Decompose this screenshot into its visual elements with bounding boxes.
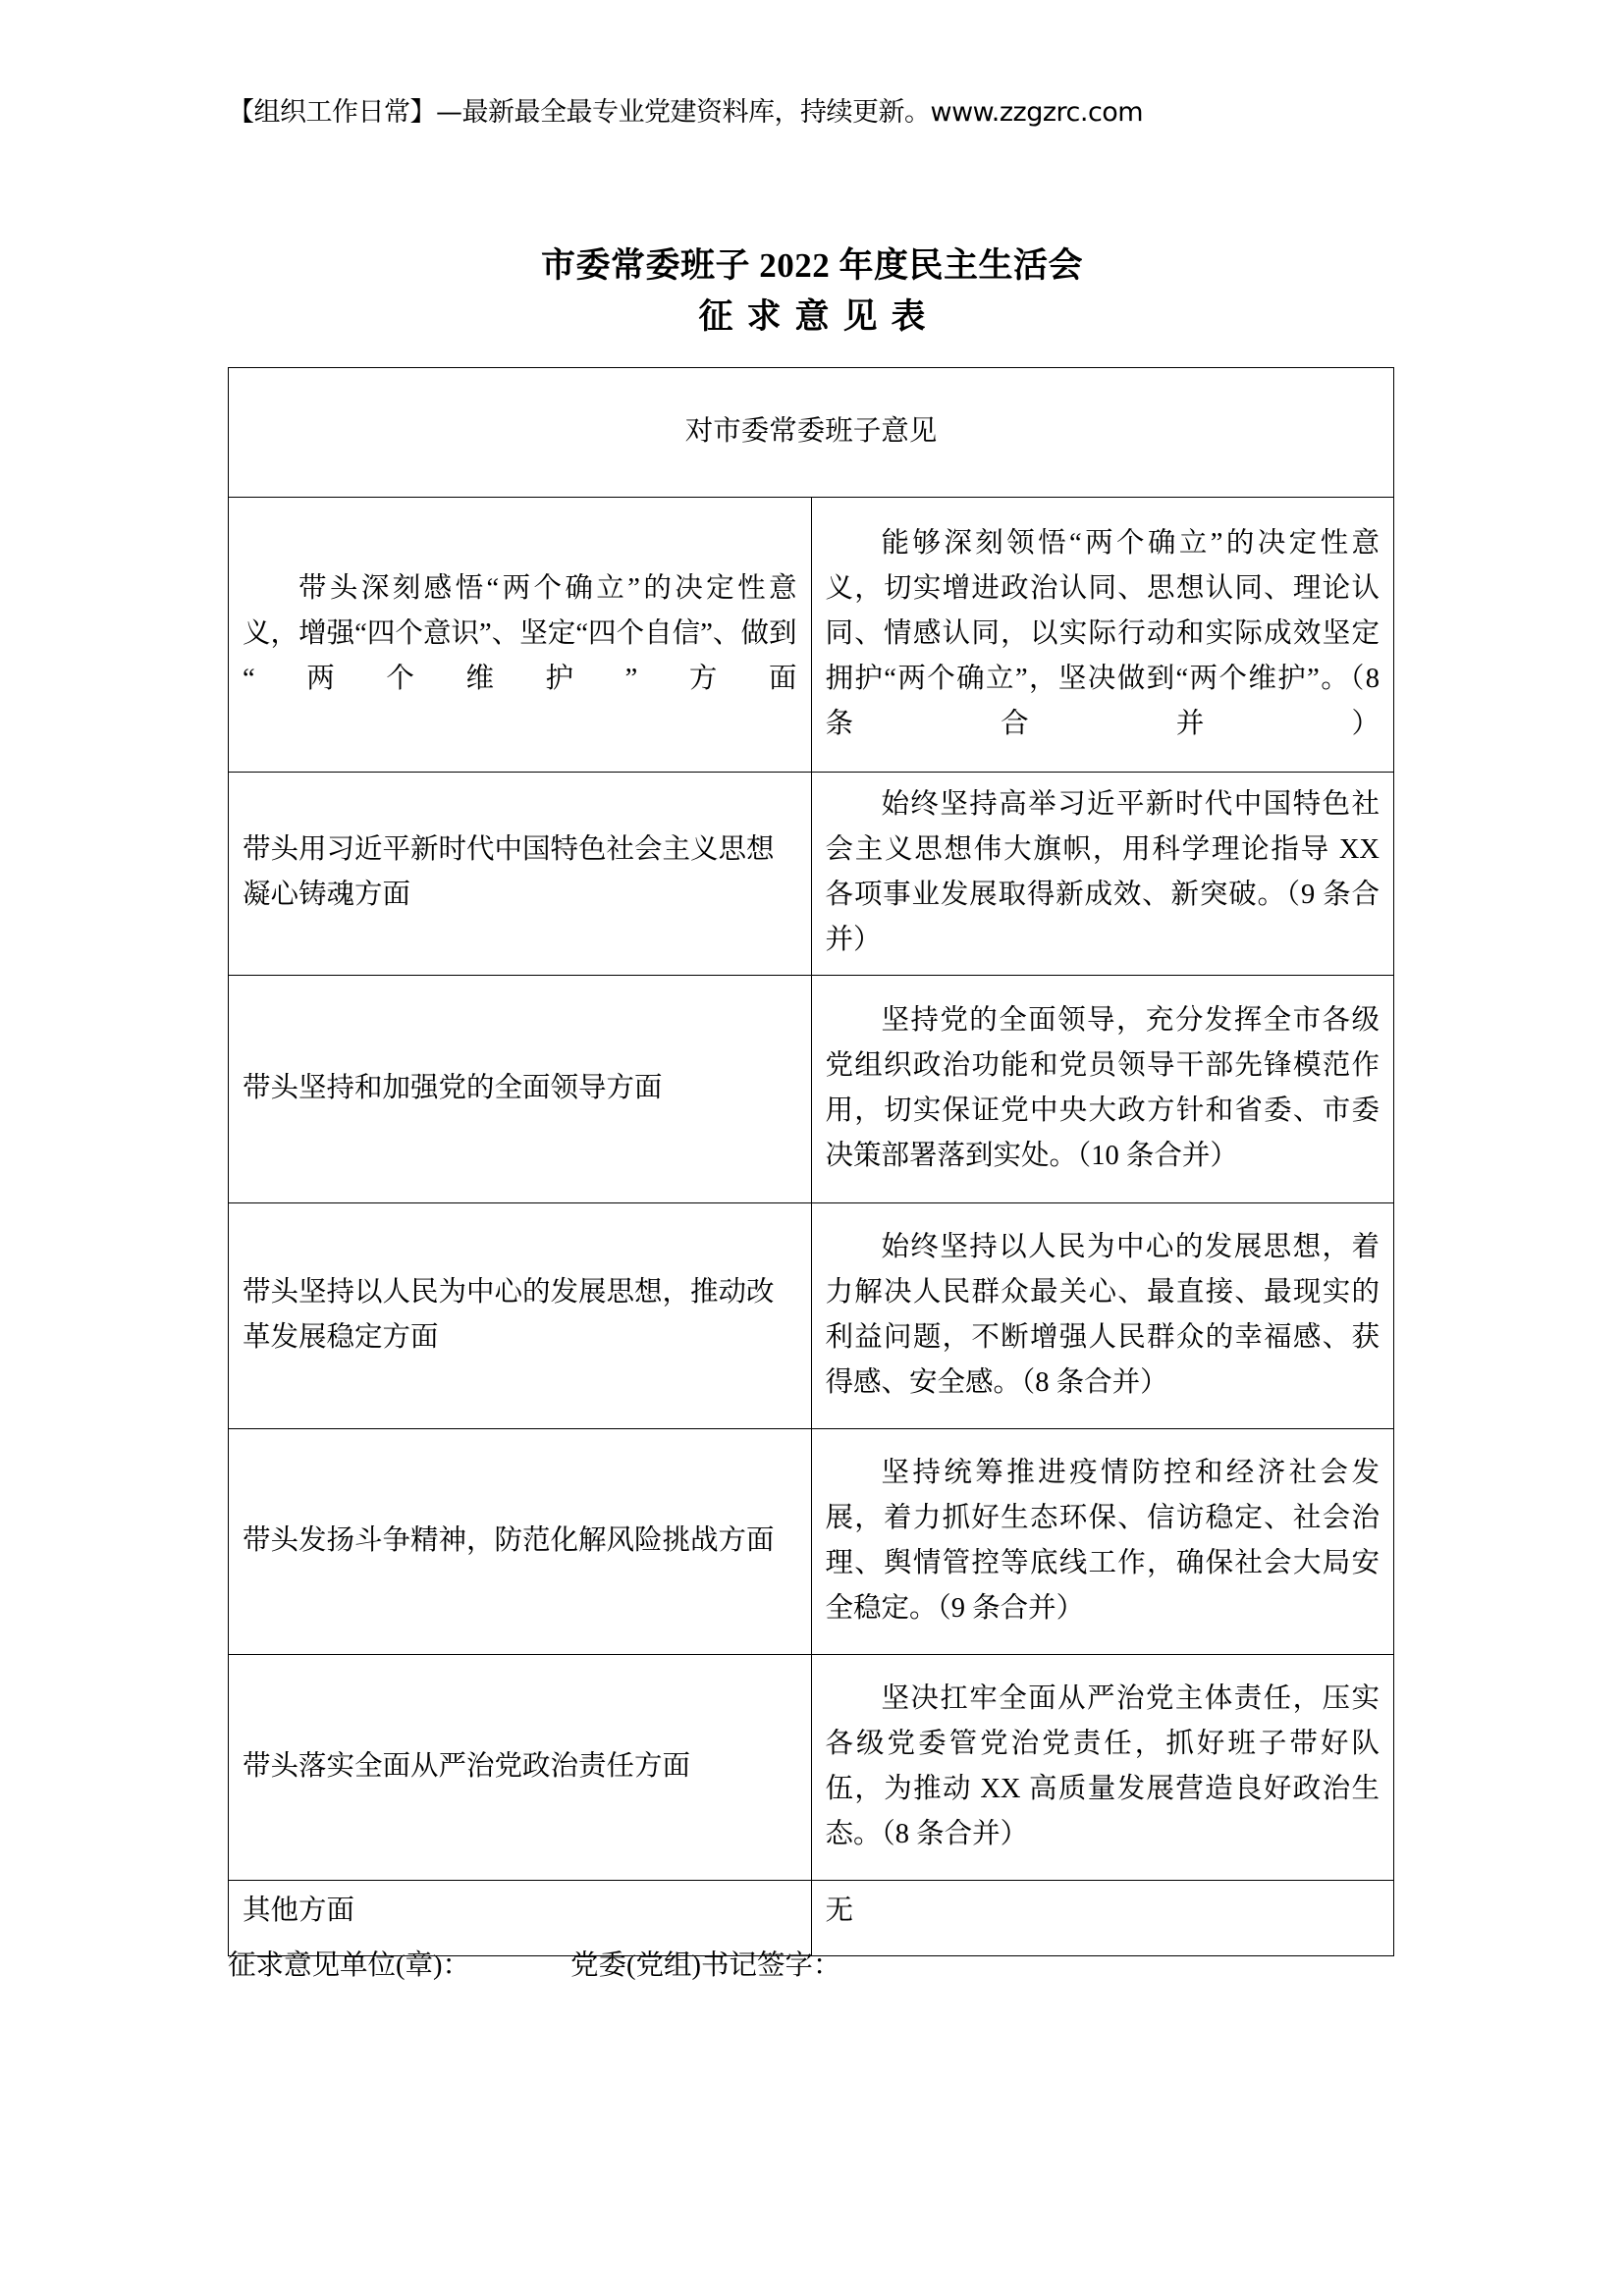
aspect-cell-2: 带头用习近平新时代中国特色社会主义思想凝心铸魂方面: [229, 773, 812, 976]
aspect-cell-1: 带头深刻感悟“两个确立”的决定性意义，增强“四个意识”、坚定“四个自信”、做到“两个维护”方面: [229, 498, 812, 773]
source-watermark-header: 【组织工作日常】—最新最全最专业党建资料库，持续更新。www.zzgzrc.com: [228, 97, 1144, 128]
table-row: [229, 1203, 1394, 1429]
aspect-cell-5: 带头发扬斗争精神，防范化解风险挑战方面: [229, 1429, 812, 1655]
table-row: [229, 1429, 1394, 1655]
aspect-cell-7: 其他方面: [229, 1881, 812, 1956]
aspect-cell-3: 带头坚持和加强党的全面领导方面: [229, 976, 812, 1203]
opinion-table: [228, 367, 1394, 1956]
table-row: [229, 1655, 1394, 1881]
comment-cell-2[interactable]: 始终坚持高举习近平新时代中国特色社会主义思想伟大旗帜，用科学理论指导 XX 各项事业发展取得新成效、新突破。（9 条合并）: [811, 773, 1394, 976]
comment-cell-7[interactable]: 无: [811, 1881, 1394, 1956]
document-title-line-1: 市委常委班子 2022 年度民主生活会: [540, 246, 1083, 285]
comment-cell-6[interactable]: 坚决扛牢全面从严治党主体责任，压实各级党委管党治党责任，抓好班子带好队伍，为推动 XX 高质量发展营造良好政治生态。（8 条合并）: [811, 1655, 1394, 1881]
aspect-cell-4: 带头坚持以人民为中心的发展思想，推动改革发展稳定方面: [229, 1203, 812, 1429]
comment-cell-1[interactable]: 能够深刻领悟“两个确立”的决定性意义，切实增进政治认同、思想认同、理论认同、情感认同，以实际行动和实际成效坚定拥护“两个确立”，坚决做到“两个维护”。（8 条合并）: [811, 498, 1394, 773]
comment-cell-4[interactable]: 始终坚持以人民为中心的发展思想，着力解决人民群众最关心、最直接、最现实的利益问题，不断增强人民群众的幸福感、获得感、安全感。（8 条合并）: [811, 1203, 1394, 1429]
table-header-cell: 对市委常委班子意见: [229, 368, 1394, 498]
table-header-row: [229, 368, 1394, 498]
soliciting-unit-seal-label[interactable]: 征求意见单位(章)：: [228, 1950, 470, 1981]
table-row: [229, 976, 1394, 1203]
table-row: [229, 498, 1394, 773]
comment-cell-5[interactable]: 坚持统筹推进疫情防控和经济社会发展，着力抓好生态环保、信访稳定、社会治理、舆情管控等底线工作，确保社会大局安全稳定。（9 条合并）: [811, 1429, 1394, 1655]
party-secretary-signature-label[interactable]: 党委(党组)书记签字：: [570, 1950, 841, 1981]
table-row: [229, 773, 1394, 976]
comment-cell-3[interactable]: 坚持党的全面领导，充分发挥全市各级党组织政治功能和党员领导干部先锋模范作用，切实保证党中央大政方针和省委、市委决策部署落到实处。（10 条合并）: [811, 976, 1394, 1203]
document-title-line-2: 征求意见表: [698, 297, 940, 336]
document-title: [0, 242, 1624, 341]
aspect-cell-6: 带头落实全面从严治党政治责任方面: [229, 1655, 812, 1881]
